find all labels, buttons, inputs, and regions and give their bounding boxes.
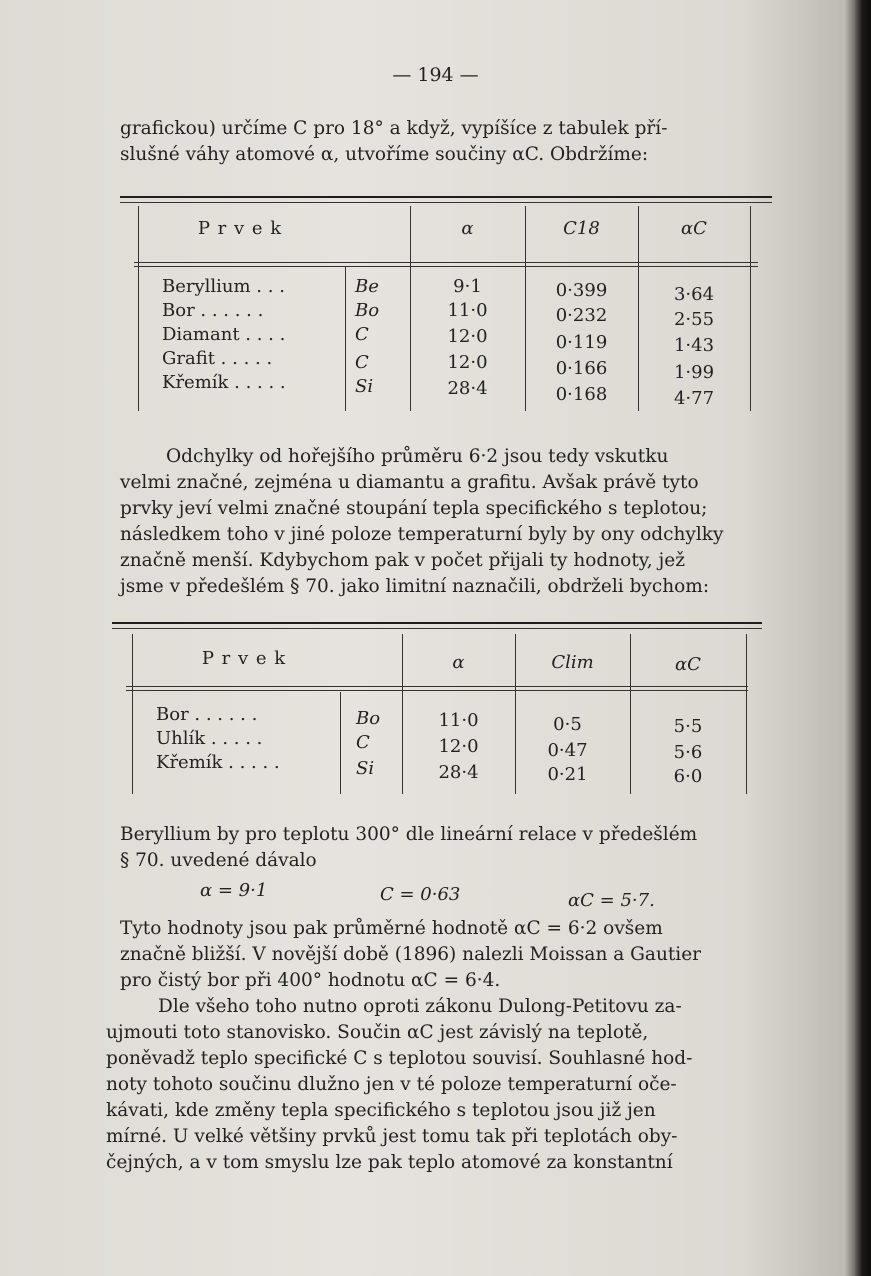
paragraph-deviations bbox=[120, 444, 760, 600]
header-alpha: α bbox=[461, 218, 474, 239]
text-line: Odchylky od hořejšího průměru 6·2 jsou tedy vskutku bbox=[166, 446, 669, 467]
text-line: pro čistý bor při 400° hodnotu αC = 6·4. bbox=[120, 970, 501, 991]
text-line: Beryllium by pro teplotu 300° dle lineární relace v předešlém bbox=[120, 824, 698, 845]
header-clim: Clim bbox=[551, 652, 594, 673]
header-prvek: P r v e k bbox=[201, 648, 287, 669]
ac-value: 6·0 bbox=[673, 766, 703, 787]
c-value: 0·232 bbox=[555, 305, 608, 326]
element-name: Grafit . . . . . bbox=[162, 348, 273, 369]
element-symbol: Si bbox=[356, 758, 375, 779]
text-line: kávati, kde změny tepla specifického s teplotou jsou již jen bbox=[106, 1100, 656, 1121]
header-alpha: α bbox=[452, 652, 465, 673]
text-line: Tyto hodnoty jsou pak průměrné hodnotě αC = 6·2 ovšem bbox=[120, 918, 663, 939]
page-binding-edge bbox=[855, 0, 871, 1276]
header-c18: C18 bbox=[563, 218, 600, 239]
intro-paragraph bbox=[120, 116, 760, 168]
page-number: — 194 — bbox=[392, 64, 479, 86]
c-value: 0·21 bbox=[547, 764, 588, 785]
table-border-right bbox=[746, 634, 747, 794]
element-name: Beryllium . . . bbox=[162, 276, 285, 297]
element-symbol: Si bbox=[355, 376, 374, 397]
ac-value: 1·99 bbox=[673, 362, 715, 383]
ac-value: 4·77 bbox=[673, 388, 715, 409]
element-name: Křemík . . . . . bbox=[162, 372, 286, 393]
c-value: 0·168 bbox=[555, 384, 608, 405]
table-symbol-divider bbox=[340, 692, 341, 794]
ac-value: 5·6 bbox=[673, 742, 703, 763]
text-line: značně menší. Kdybychom pak v počet přijali ty hodnoty, jež bbox=[120, 550, 685, 571]
header-ac: αC bbox=[675, 654, 701, 675]
table-border-left bbox=[132, 634, 133, 794]
table-header-rule bbox=[134, 262, 758, 267]
text-line: následkem toho v jiné poloze temperaturní byly by ony odchylky bbox=[120, 524, 724, 545]
element-name: Diamant . . . . bbox=[162, 324, 286, 345]
c-value: 0·5 bbox=[553, 714, 582, 735]
formula-ac: αC = 5·7. bbox=[568, 890, 655, 911]
c-value: 0·399 bbox=[555, 280, 608, 301]
element-symbol: C bbox=[356, 732, 370, 753]
c-value: 0·47 bbox=[547, 740, 588, 761]
ac-value: 1·43 bbox=[673, 335, 715, 356]
text-line: značně bližší. V novější době (1896) nalezli Moissan a Gautier bbox=[120, 944, 702, 965]
text-line: poněvadž teplo specifické C s teplotou souvisí. Souhlasné hod- bbox=[106, 1048, 693, 1069]
text-line: § 70. uvedené dávalo bbox=[120, 850, 317, 871]
text-line: Dle všeho toho nutno oproti zákonu Dulong-Petitovu za- bbox=[158, 996, 682, 1017]
text-line: ujmouti toto stanovisko. Součin αC jest závislý na teplotě, bbox=[106, 1022, 649, 1043]
alpha-value: 12·0 bbox=[447, 326, 488, 347]
text-line: velmi značné, zejména u diamantu a grafitu. Avšak právě tyto bbox=[120, 472, 699, 493]
table-border-right bbox=[750, 206, 751, 411]
element-name: Bor . . . . . . bbox=[162, 300, 264, 321]
element-symbol: C bbox=[355, 352, 369, 373]
table-top-rule bbox=[112, 622, 762, 629]
text-line: mírné. U velké většiny prvků jest tomu tak při teplotách oby- bbox=[106, 1126, 678, 1147]
table-specific-heat-18 bbox=[120, 196, 772, 426]
table-border-left bbox=[138, 206, 139, 411]
alpha-value: 28·4 bbox=[447, 378, 488, 399]
formula-alpha: α = 9·1 bbox=[200, 880, 268, 901]
text-line: prvky jeví velmi značné stoupání tepla specifického s teplotou; bbox=[120, 498, 708, 519]
table-top-rule bbox=[120, 196, 772, 203]
alpha-value: 28·4 bbox=[438, 762, 479, 783]
header-ac: αC bbox=[681, 218, 707, 239]
alpha-value: 9·1 bbox=[453, 276, 482, 297]
ac-value: 3·64 bbox=[673, 284, 715, 305]
formula-c: C = 0·63 bbox=[380, 884, 461, 905]
text-line: noty tohoto součinu dlužno jen v té poloze temperaturní oče- bbox=[106, 1074, 677, 1095]
paragraph-conclusion bbox=[106, 994, 760, 1176]
table-header-rule bbox=[126, 686, 748, 691]
text-line: jsme v předešlém § 70. jako limitní naznačili, obdrželi bychom: bbox=[120, 576, 710, 597]
text-line: grafickou) určíme C pro 18° a když, vypíšíce z tabulek pří- bbox=[120, 118, 668, 139]
element-name: Uhlík . . . . . bbox=[156, 728, 263, 749]
element-symbol: Be bbox=[355, 276, 379, 297]
paragraph-beryllium bbox=[120, 822, 760, 874]
text-line: čejných, a v tom smyslu lze pak teplo atomové za konstantní bbox=[106, 1152, 673, 1173]
c-value: 0·119 bbox=[555, 332, 608, 353]
table-limit-values bbox=[112, 622, 762, 804]
alpha-value: 11·0 bbox=[438, 710, 479, 731]
alpha-value: 11·0 bbox=[447, 300, 488, 321]
element-symbol: Bo bbox=[355, 300, 380, 321]
text-line: slušné váhy atomové α, utvoříme součiny αC. Obdržíme: bbox=[120, 144, 649, 165]
element-symbol: Bo bbox=[356, 708, 381, 729]
ac-value: 2·55 bbox=[673, 309, 715, 330]
element-name: Bor . . . . . . bbox=[156, 704, 258, 725]
table-symbol-divider bbox=[345, 266, 346, 411]
element-symbol: C bbox=[355, 324, 369, 345]
header-prvek: P r v e k bbox=[197, 218, 283, 239]
paragraph-values bbox=[120, 916, 760, 994]
c-value: 0·166 bbox=[555, 358, 608, 379]
element-name: Křemík . . . . . bbox=[156, 752, 280, 773]
alpha-value: 12·0 bbox=[438, 736, 479, 757]
ac-value: 5·5 bbox=[673, 716, 703, 737]
alpha-value: 12·0 bbox=[447, 352, 488, 373]
